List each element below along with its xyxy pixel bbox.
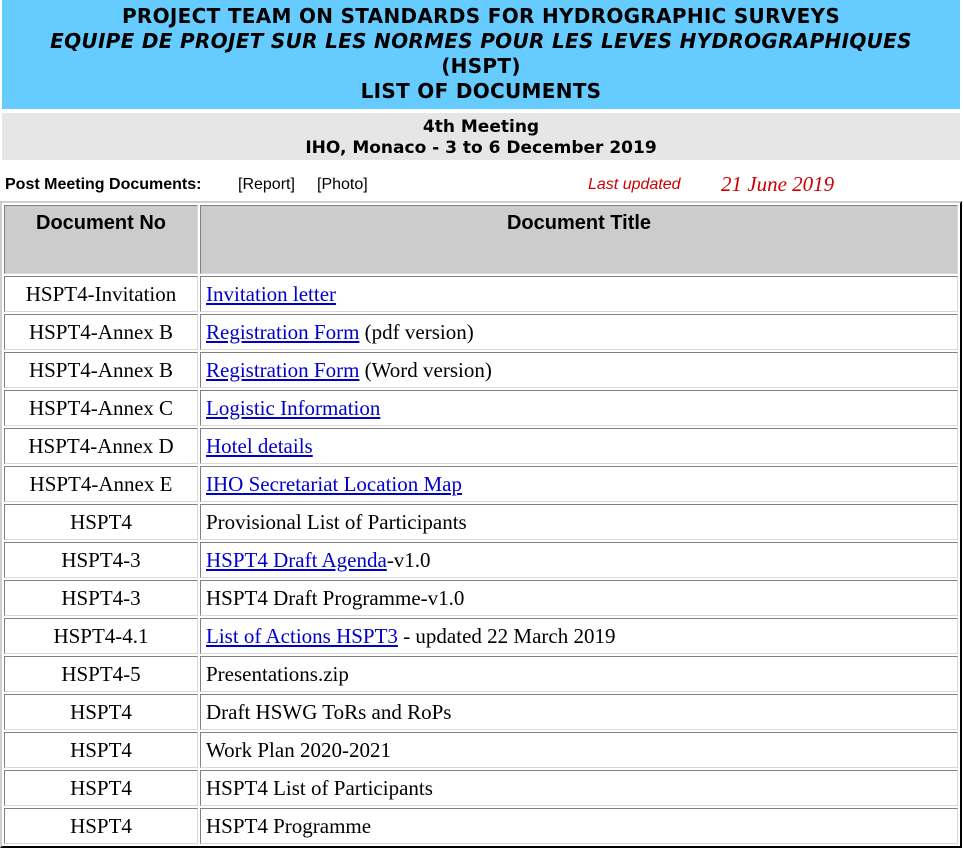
document-number: HSPT4: [4, 694, 198, 730]
page-banner: [2, 0, 960, 109]
document-title-cell: [200, 770, 958, 806]
document-number: HSPT4: [4, 808, 198, 844]
table-row: [4, 808, 958, 844]
document-number: HSPT4: [4, 732, 198, 768]
document-link[interactable]: Hotel details: [206, 433, 313, 458]
table-row: [4, 314, 958, 350]
document-title-text: Work Plan 2020-2021: [206, 737, 391, 762]
table-row: [4, 504, 958, 540]
document-title-cell: [200, 808, 958, 844]
document-title-cell: [200, 390, 958, 426]
last-updated-date: 21 June 2019: [721, 172, 835, 196]
document-title-text: HSPT4 Programme: [206, 813, 372, 838]
document-link[interactable]: List of Actions HSPT3: [206, 623, 398, 648]
document-title-cell: [200, 618, 958, 654]
table-row: [4, 580, 958, 616]
document-title-text: HSPT4 List of Participants: [206, 775, 433, 800]
photo-link[interactable]: [Photo]: [317, 176, 368, 193]
document-number: HSPT4-3: [4, 542, 198, 578]
table-row: [4, 618, 958, 654]
document-title-text: Provisional List of Participants: [206, 509, 467, 534]
document-title-cell: [200, 732, 958, 768]
document-title-text: (pdf version): [359, 319, 474, 344]
document-link[interactable]: Invitation letter: [206, 281, 337, 306]
document-title-text: - updated 22 March 2019: [397, 623, 616, 648]
document-title-text: -v1.0: [386, 547, 431, 572]
document-number: HSPT4-Invitation: [4, 276, 198, 312]
document-title-cell: [200, 352, 958, 388]
document-title-cell: [200, 314, 958, 350]
document-number: HSPT4-Annex D: [4, 428, 198, 464]
document-number: HSPT4-4.1: [4, 618, 198, 654]
document-link[interactable]: IHO Secretariat Location Map: [206, 471, 462, 496]
document-title-cell: [200, 542, 958, 578]
document-number: HSPT4-Annex C: [4, 390, 198, 426]
report-link[interactable]: [Report]: [238, 176, 295, 193]
document-title-cell: [200, 504, 958, 540]
document-link[interactable]: Registration Form: [206, 357, 360, 382]
document-number: HSPT4-5: [4, 656, 198, 692]
document-title-text: Presentations.zip: [206, 661, 349, 686]
post-meeting-bar: [5, 172, 955, 196]
document-title-text: (Word version): [359, 357, 492, 382]
document-title-text: Draft HSWG ToRs and RoPs: [206, 699, 452, 724]
table-row: [4, 694, 958, 730]
table-row: [4, 276, 958, 312]
document-title-cell: [200, 428, 958, 464]
meeting-band: [2, 113, 960, 160]
table-header-row: [4, 205, 958, 274]
table-row: [4, 770, 958, 806]
documents-table: [0, 201, 962, 848]
table-row: [4, 732, 958, 768]
page-title: LIST OF DOCUMENTS: [360, 79, 602, 103]
document-link[interactable]: Logistic Information: [206, 395, 381, 420]
meeting-location-dates: IHO, Monaco - 3 to 6 December 2019: [305, 138, 657, 158]
document-number: HSPT4-3: [4, 580, 198, 616]
document-link[interactable]: Registration Form: [206, 319, 360, 344]
document-title-cell: [200, 694, 958, 730]
document-number: HSPT4-Annex E: [4, 466, 198, 502]
document-number: HSPT4: [4, 770, 198, 806]
title-french: EQUIPE DE PROJET SUR LES NORMES POUR LES LEVES HYDROGRAPHIQUES: [50, 29, 912, 53]
document-title-cell: [200, 466, 958, 502]
meeting-name: 4th Meeting: [422, 117, 540, 137]
document-link[interactable]: HSPT4 Draft Agenda: [206, 547, 387, 572]
column-header-document-title: Document Title: [200, 205, 958, 274]
document-title-cell: [200, 276, 958, 312]
title-acronym: (HSPT): [441, 54, 521, 78]
post-meeting-label: Post Meeting Documents:: [5, 176, 202, 193]
table-row: [4, 428, 958, 464]
document-title-cell: [200, 656, 958, 692]
title-english: PROJECT TEAM ON STANDARDS FOR HYDROGRAPHIC SURVEYS: [121, 4, 841, 28]
table-row: [4, 542, 958, 578]
document-number: HSPT4-Annex B: [4, 352, 198, 388]
document-title-cell: [200, 580, 958, 616]
last-updated-label: Last updated: [588, 176, 681, 193]
column-header-document-no: Document No: [4, 205, 198, 274]
table-row: [4, 352, 958, 388]
table-row: [4, 390, 958, 426]
document-number: HSPT4-Annex B: [4, 314, 198, 350]
table-row: [4, 656, 958, 692]
document-title-text: HSPT4 Draft Programme-v1.0: [206, 585, 465, 610]
table-row: [4, 466, 958, 502]
document-number: HSPT4: [4, 504, 198, 540]
